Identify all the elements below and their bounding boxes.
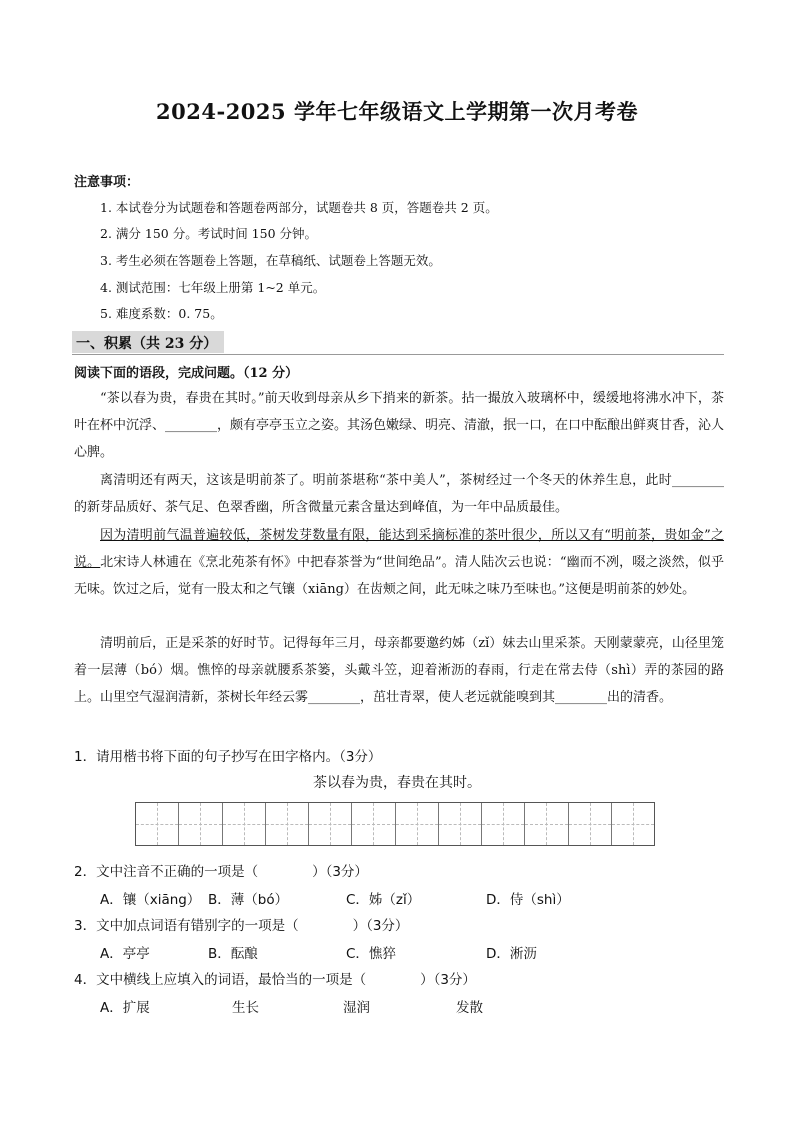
note-item: 2. 满分 150 分。考试时间 150 分钟。 [100,226,318,241]
option-c[interactable]: C．憔猝 [346,946,396,962]
option-b[interactable]: B．薄（bó） [208,892,289,908]
grid-cell[interactable] [569,803,612,845]
passage-paragraph-2: 离清明还有两天，这该是明前茶了。明前茶堪称“茶中美人”，茶树经过一个冬天的休养生息，此时________的新芽品质好、茶气足、色翠香幽，所含微量元素含量达到峰值，为一年中品质最佳。 [74,473,724,515]
grid-cell[interactable] [396,803,439,845]
option-c[interactable]: C．姊（zǐ） [346,892,421,908]
option-word: 湿润 [343,1000,370,1016]
reading-instruction: 阅读下面的语段，完成问题。（12 分） [74,366,299,381]
option-a[interactable]: A．镶（xiāng） [100,892,201,908]
note-item: 5. 难度系数：0. 75。 [100,306,223,321]
option-d[interactable]: D．淅沥 [486,946,537,962]
grid-cell[interactable] [352,803,395,845]
option-a[interactable]: A．亭亭 [100,946,150,962]
grid-cell[interactable] [612,803,654,845]
question-3: 3．文中加点词语有错别字的一项是（ ）（3分） [74,918,409,934]
tianzige-grid[interactable] [135,802,655,846]
question-1: 1．请用楷书将下面的句子抄写在田字格内。（3分） [74,749,382,765]
question-2: 2．文中注音不正确的一项是（ ）（3分） [74,864,368,880]
copy-sentence: 茶以春为贵，春贵在其时。 [313,775,481,791]
section-heading: 一、积累（共 23 分） [76,336,218,352]
passage-paragraph-4: 清明前后，正是采茶的好时节。记得每年三月，母亲都要邀约姊（zǐ）妹去山里采茶。天刚蒙蒙亮，山径里笼着一层薄（bó）烟。憔悴的母亲就腰系茶篓，头戴斗笠，迎着淅沥的春雨，行走在常去侍（shì）弄的茶园的路上。山里空气湿润清新，茶树长年经云雾________，茁壮青翠，使人老远就能嗅到其________出的清香。 [74,636,724,705]
section-divider [72,354,724,355]
grid-cell[interactable] [439,803,482,845]
underlined-sentence: 因为清明前气温普遍较低，茶树发芽数量有限，能达到采摘标准的茶叶很少，所以又有“明前茶，贵如金”之说。 [74,528,724,570]
grid-cell[interactable] [223,803,266,845]
grid-cell[interactable] [266,803,309,845]
grid-cell[interactable] [179,803,222,845]
option-word: 发散 [456,1000,483,1016]
question-4: 4．文中横线上应填入的词语，最恰当的一项是（ ）（3分） [74,972,476,988]
notes-heading: 注意事项： [74,175,140,190]
passage-paragraph-1: “茶以春为贵，春贵在其时。”前天收到母亲从乡下捎来的新茶。拈一撮放入玻璃杯中，缓缓地将沸水冲下，茶叶在杯中沉浮、________，颇有亭亭玉立之姿。其汤色嫩绿、明亮、清澈，抿一口，在口中酝酿出鲜爽甘香，沁人心脾。 [74,391,725,460]
note-item: 1. 本试卷分为试题卷和答题卷两部分，试题卷共 8 页，答题卷共 2 页。 [100,200,498,215]
note-item: 4. 测试范围：七年级上册第 1~2 单元。 [100,280,326,295]
option-d[interactable]: D．侍（shì） [486,892,570,908]
grid-cell[interactable] [482,803,525,845]
grid-cell[interactable] [136,803,179,845]
passage-text: 北宋诗人林逋在《烹北苑茶有怀》中把春茶誉为“世间绝品”。清人陆次云也说：“幽而不冽，啜之淡然，似乎无味。饮过之后，觉有一股太和之气镶（xiāng）在齿颊之间，此无味之味乃至味也。”这便是明前茶的妙处。 [74,555,724,597]
grid-cell[interactable] [309,803,352,845]
grid-cell[interactable] [525,803,568,845]
option-b[interactable]: B．酝酿 [208,946,258,962]
option-a[interactable]: A．扩展 [100,1000,150,1016]
passage-paragraph-3 [74,522,724,603]
page-title: 2024-2025 学年七年级语文上学期第一次月考卷 [156,99,638,124]
option-word: 生长 [232,1000,259,1016]
note-item: 3. 考生必须在答题卷上答题，在草稿纸、试题卷上答题无效。 [100,253,441,268]
